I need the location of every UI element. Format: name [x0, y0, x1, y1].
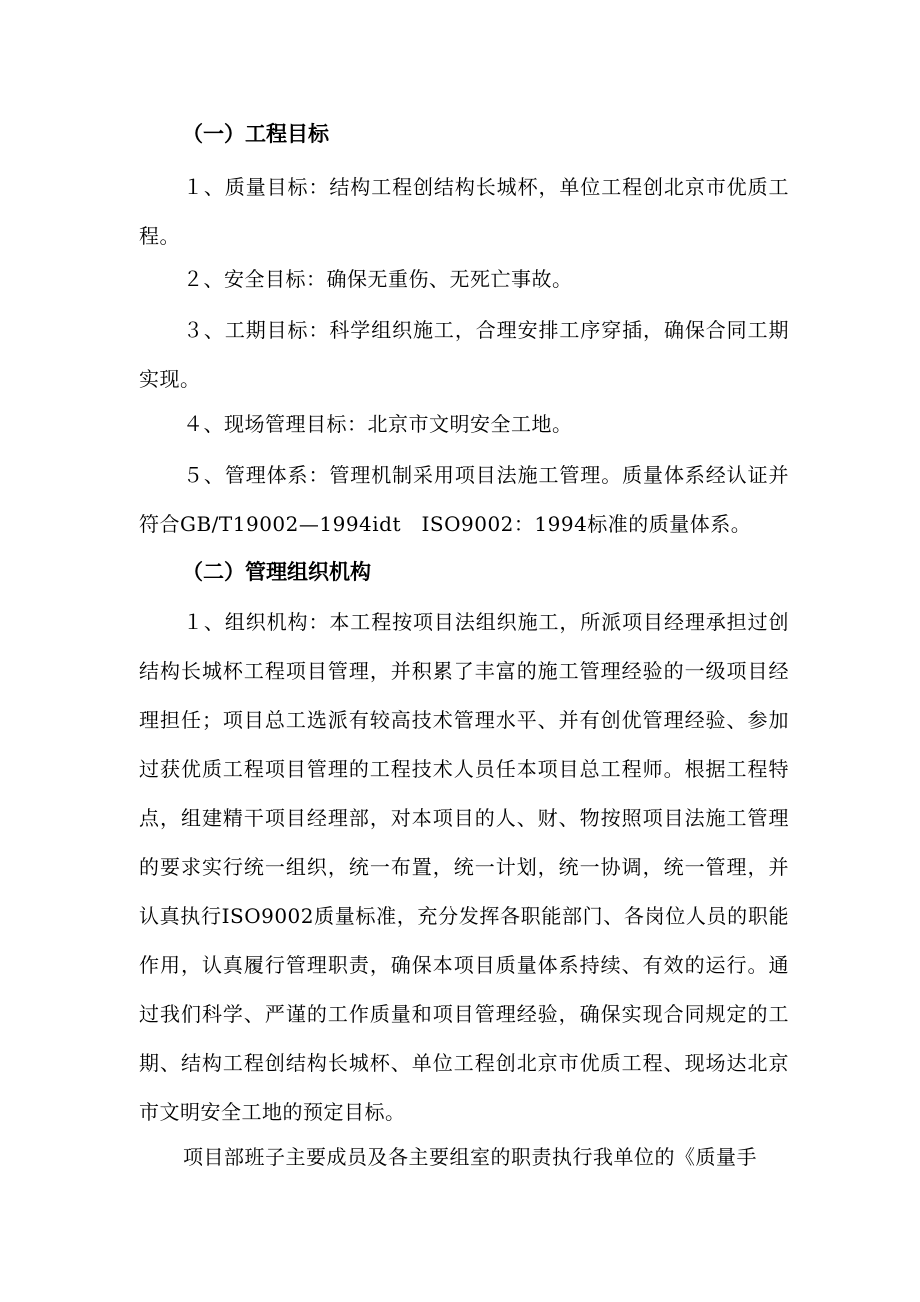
- paragraph-management-system: ５、管理体系：管理机制采用项目法施工管理。质量体系经认证并符合GB/T19002—1994idt ISO9002：1994标准的质量体系。: [139, 463, 789, 536]
- paragraph-schedule-goal: ３、工期目标：科学组织施工，合理安排工序穿插，确保合同工期实现。: [139, 318, 789, 391]
- paragraph-team-responsibilities: 项目部班子主要成员及各主要组室的职责执行我单位的《质量手: [183, 1145, 757, 1169]
- paragraph-site-management-goal: ４、现场管理目标：北京市文明安全工地。: [183, 412, 573, 436]
- paragraph-organization-structure: １、组织机构：本工程按项目法组织施工，所派项目经理承担过创结构长城杯工程项目管理，并积累了丰富的施工管理经验的一级项目经理担任；项目总工选派有较高技术管理水平、并有创优管理经验、参加过获优质工程项目管理的工程技术人员任本项目总工程师。根据工程特点，组建精干项目经理部，对本项目的人、财、物按照项目法施工管理的要求实行统一组织，统一布置，统一计划，统一协调，统一管理，并认真执行ISO9002质量标准，充分发挥各职能部门、各岗位人员的职能作用，认真履行管理职责，确保本项目质量体系持续、有效的运行。通过我们科学、严谨的工作质量和项目管理经验，确保实现合同规定的工期、结构工程创结构长城杯、单位工程创北京市优质工程、现场达北京市文明安全工地的预定目标。: [139, 610, 789, 1124]
- section-heading-project-goals: （一）工程目标: [182, 121, 329, 146]
- section-heading-organization: （二）管理组织机构: [182, 559, 371, 584]
- paragraph-safety-goal: ２、安全目标：确保无重伤、无死亡事故。: [183, 267, 573, 291]
- paragraph-quality-goal: １、质量目标：结构工程创结构长城杯，单位工程创北京市优质工程。: [139, 175, 789, 248]
